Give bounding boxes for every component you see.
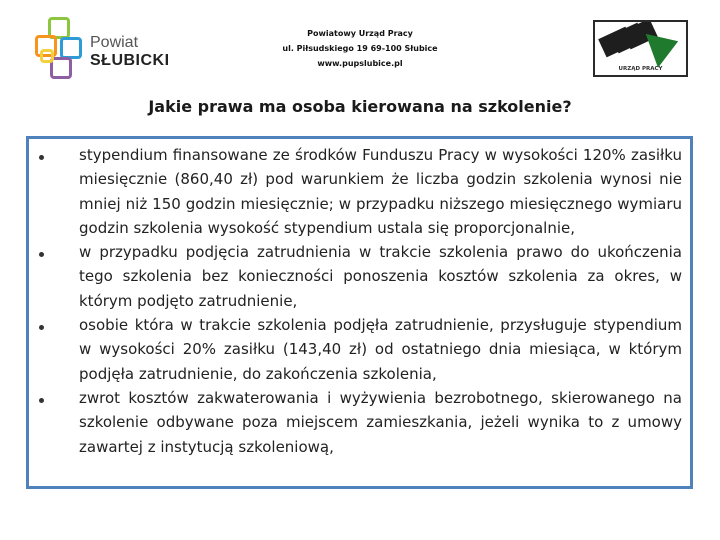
list-item-text: zwrot kosztów zakwaterowania i wyżywienia bezrobotnego, skierowanego na szkolenie odbywane poza miejscem zamieszkania, jeżeli wynika to z umowy zawartej z instytucją szkoleniową, [79,388,682,456]
list-item [29,386,690,459]
list-item [29,240,690,313]
bullet-icon [39,398,44,403]
logo-square-yellow [40,49,54,63]
office-website: www.pupslubice.pl [317,59,403,68]
office-address: ul. Piłsudskiego 19 69-100 Słubice [282,44,438,53]
list-item [29,313,690,386]
logo-arrow-icon [646,24,685,67]
logo-text-powiat: Powiat [90,34,139,51]
list-item [29,143,690,240]
logo-text-slubicki: SŁUBICKI [90,52,170,69]
content-box [26,136,693,489]
rights-list [29,143,690,459]
office-name: Powiatowy Urząd Pracy [307,29,413,38]
powiat-slubicki-logo [30,17,172,81]
urzad-pracy-logo [593,20,688,77]
bullet-icon [39,325,44,330]
list-item-text: w przypadku podjęcia zatrudnienia w trakcie szkolenia prawo do ukończenia tego szkolenia bez konieczności ponoszenia kosztów szkolenia za okres, w którym podjęto zatrudnienie, [79,243,682,310]
office-header [260,26,460,71]
bullet-icon [39,155,44,160]
logo-square-blue [60,37,82,59]
logo-label: URZĄD PRACY [618,66,663,72]
list-item-text: osobie która w trakcie szkolenia podjęła zatrudnienie, przysługuje stypendium w wysokości 20% zasiłku (143,40 zł) od ostatniego dnia miesiąca, w którym podjęła zatrudnienie, do zakończenia szkolenia, [79,316,682,383]
list-item-text: stypendium finansowane ze środków Funduszu Pracy w wysokości 120% zasiłku miesięcznie (860,40 zł) pod warunkiem że liczba godzin szkolenia wynosi nie mniej niż 150 godzin miesięcznie; w przypadku niższego miesięcznego wymiaru godzin szkolenia wysokość stypendium ustala się proporcjonalnie, [79,146,682,237]
bullet-icon [39,252,44,257]
page-title: Jakie prawa ma osoba kierowana na szkolenie? [148,97,572,116]
